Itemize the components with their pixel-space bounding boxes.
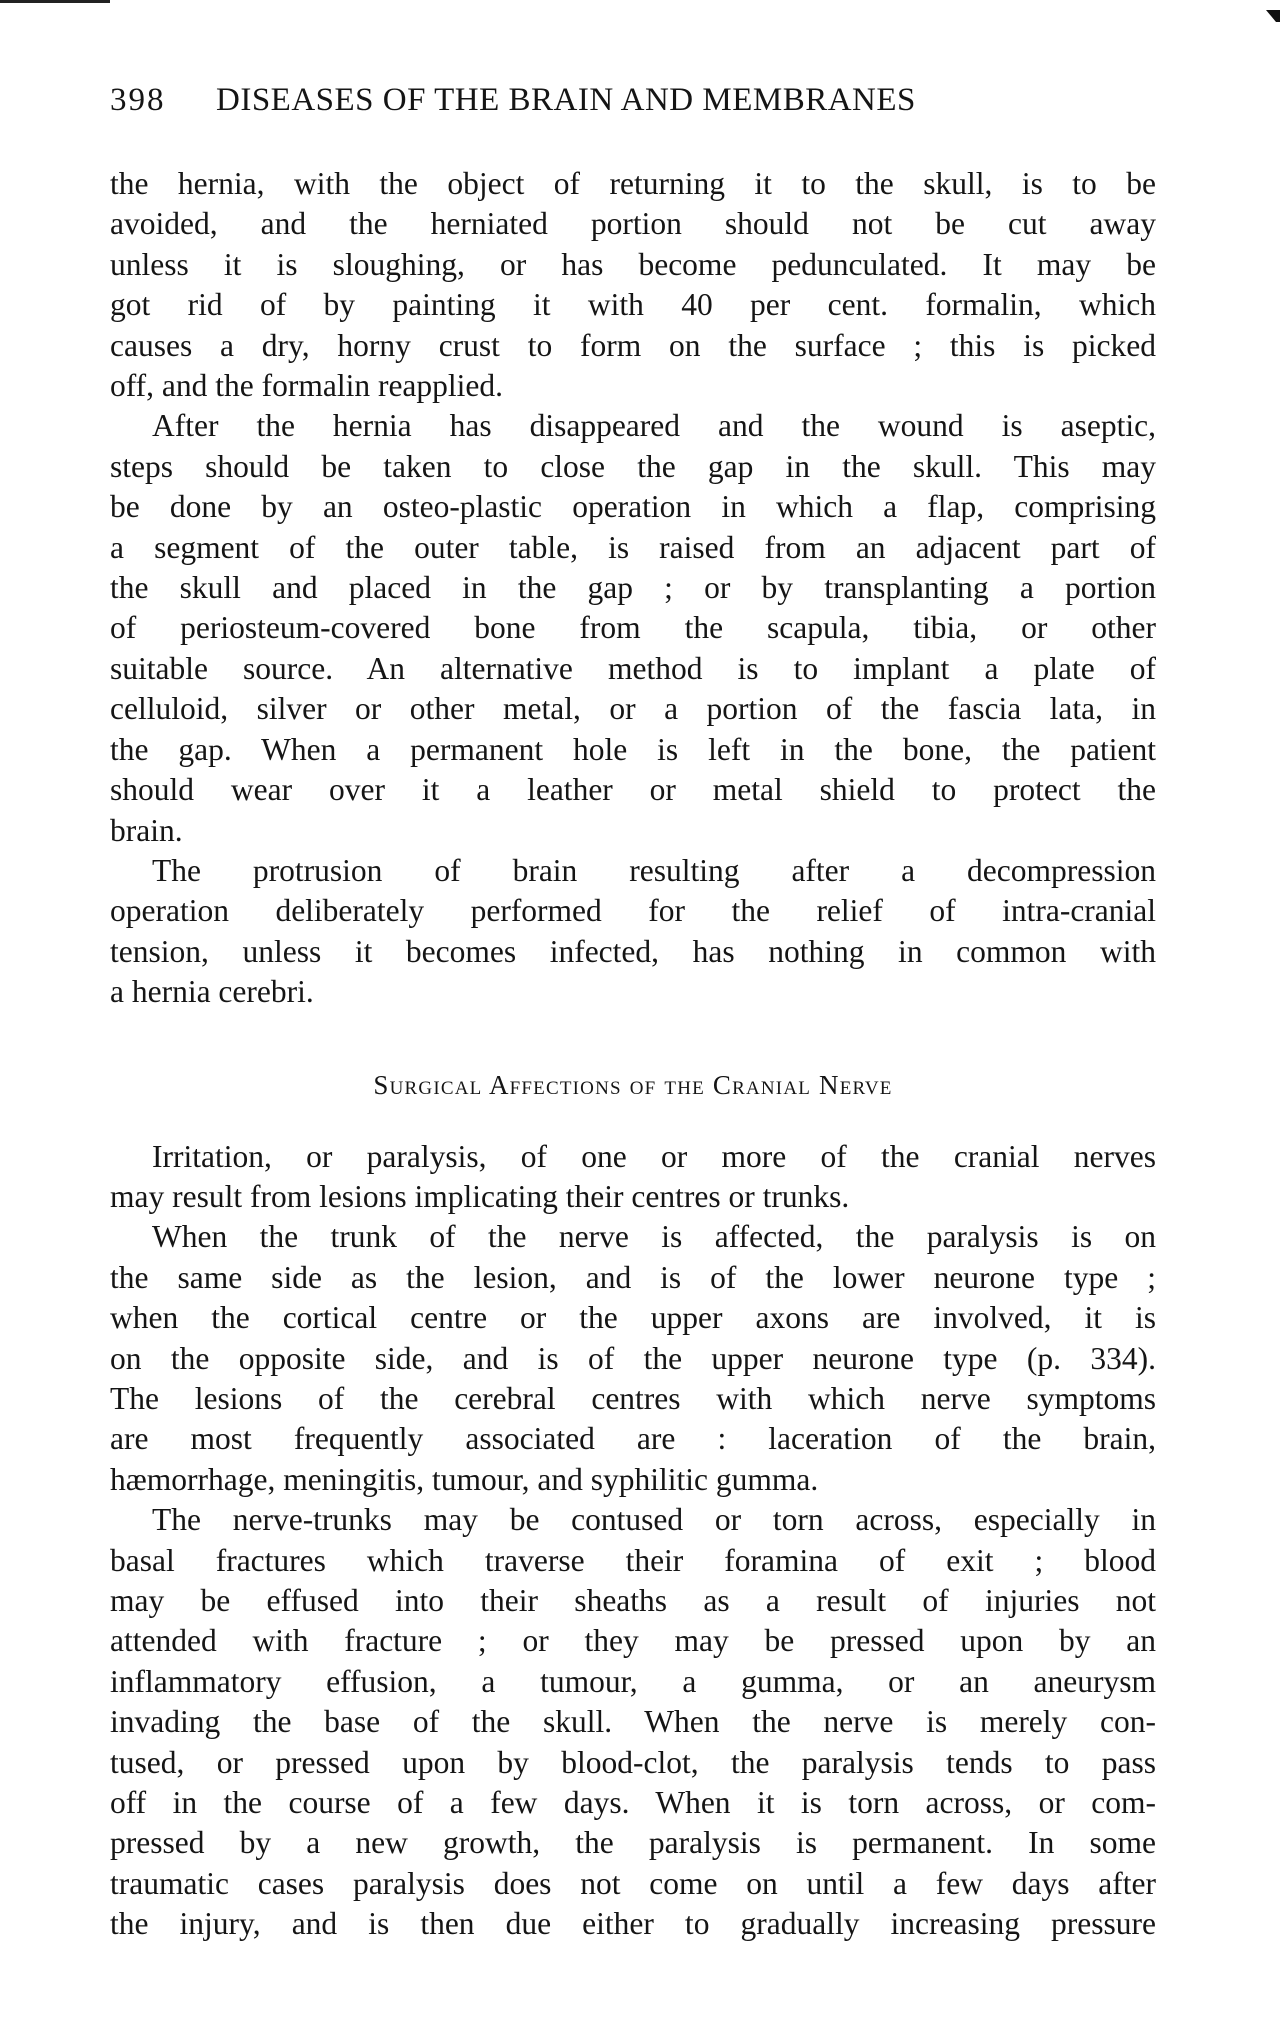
text-line: of periosteum-covered bone from the scapula, tibia, or other: [110, 610, 1156, 646]
text-line: hæmorrhage, meningitis, tumour, and syphilitic gumma.: [110, 1461, 819, 1497]
text-line: the hernia, with the object of returning it to the skull, is to be: [110, 166, 1156, 201]
text-line: a hernia cerebri.: [110, 974, 314, 1010]
text-line: tension, unless it becomes infected, has nothing in common with: [110, 933, 1156, 969]
scan-edge-mark: [0, 0, 110, 3]
paragraph-nerve-trunk-affected: [110, 1217, 1156, 1500]
paragraph-irritation: [110, 1137, 1156, 1218]
text-line: the injury, and is then due either to gradually increasing pressure: [110, 1906, 1156, 1942]
text-line: attended with fracture ; or they may be pressed upon by an: [110, 1623, 1156, 1659]
text-line: unless it is sloughing, or has become pedunculated. It may be: [110, 246, 1156, 282]
text-line: a segment of the outer table, is raised from an adjacent part of: [110, 529, 1156, 565]
text-line: are most frequently associated are : laceration of the brain,: [110, 1421, 1156, 1457]
text-line: basal fractures which traverse their foramina of exit ; blood: [110, 1542, 1156, 1578]
page-number: 398: [110, 82, 166, 118]
running-title: DISEASES OF THE BRAIN AND MEMBRANES: [216, 82, 916, 118]
text-line: may result from lesions implicating their centres or trunks.: [110, 1178, 850, 1214]
text-line: The nerve-trunks may be contused or torn across, especially in: [152, 1502, 1156, 1538]
page-corner-mark: [1266, 10, 1280, 22]
text-line: avoided, and the herniated portion should not be cut away: [110, 206, 1156, 242]
text-line: may be effused into their sheaths as a result of injuries not: [110, 1583, 1156, 1618]
section-heading: Surgical Affections of the Cranial Nerve: [373, 1069, 893, 1100]
text-line: The lesions of the cerebral centres with which nerve symptoms: [110, 1380, 1156, 1416]
text-line: celluloid, silver or other metal, or a portion of the fascia lata, in: [110, 691, 1156, 727]
text-line: should wear over it a leather or metal shield to protect the: [110, 772, 1156, 808]
text-line: After the hernia has disappeared and the wound is aseptic,: [152, 408, 1156, 444]
book-page: [110, 78, 1156, 1945]
text-line: traumatic cases paralysis does not come on until a few days after: [110, 1865, 1156, 1901]
text-line: invading the base of the skull. When the nerve is merely con-: [110, 1704, 1156, 1740]
text-line: Irritation, or paralysis, of one or more of the cranial nerves: [152, 1138, 1156, 1174]
text-line: off, and the formalin reapplied.: [110, 368, 504, 404]
text-line: the gap. When a permanent hole is left in the bone, the patient: [110, 731, 1156, 767]
text-line: inflammatory effusion, a tumour, a gumma, or an aneurysm: [110, 1663, 1156, 1699]
text-line: pressed by a new growth, the paralysis is permanent. In some: [110, 1825, 1156, 1861]
paragraph-hernia-avoidance: [110, 164, 1156, 406]
text-line: off in the course of a few days. When it is torn across, or com-: [110, 1785, 1156, 1821]
text-line: brain.: [110, 812, 183, 848]
text-line: tused, or pressed upon by blood-clot, the paralysis tends to pass: [110, 1744, 1156, 1780]
text-line: When the trunk of the nerve is affected, the paralysis is on: [152, 1219, 1156, 1255]
text-line: on the opposite side, and is of the upper neurone type (p. 334).: [110, 1340, 1156, 1376]
text-line: The protrusion of brain resulting after a decompression: [152, 852, 1156, 888]
text-line: causes a dry, horny crust to form on the surface ; this is picked: [110, 327, 1156, 363]
paragraph-nerve-trunks-contused: [110, 1500, 1156, 1944]
text-line: be done by an osteo-plastic operation in which a flap, comprising: [110, 489, 1156, 525]
text-line: suitable source. An alternative method is to implant a plate of: [110, 650, 1156, 686]
text-line: when the cortical centre or the upper axons are involved, it is: [110, 1300, 1156, 1336]
text-line: got rid of by painting it with 40 per cent. formalin, which: [110, 287, 1156, 323]
text-line: operation deliberately performed for the relief of intra-cranial: [110, 893, 1156, 929]
paragraph-protrusion: [110, 851, 1156, 1013]
running-head: [110, 78, 1156, 122]
text-line: the skull and placed in the gap ; or by transplanting a portion: [110, 570, 1156, 606]
text-line: steps should be taken to close the gap in the skull. This may: [110, 448, 1156, 484]
text-line: the same side as the lesion, and is of the lower neurone type ;: [110, 1259, 1156, 1295]
paragraph-close-gap: [110, 406, 1156, 850]
